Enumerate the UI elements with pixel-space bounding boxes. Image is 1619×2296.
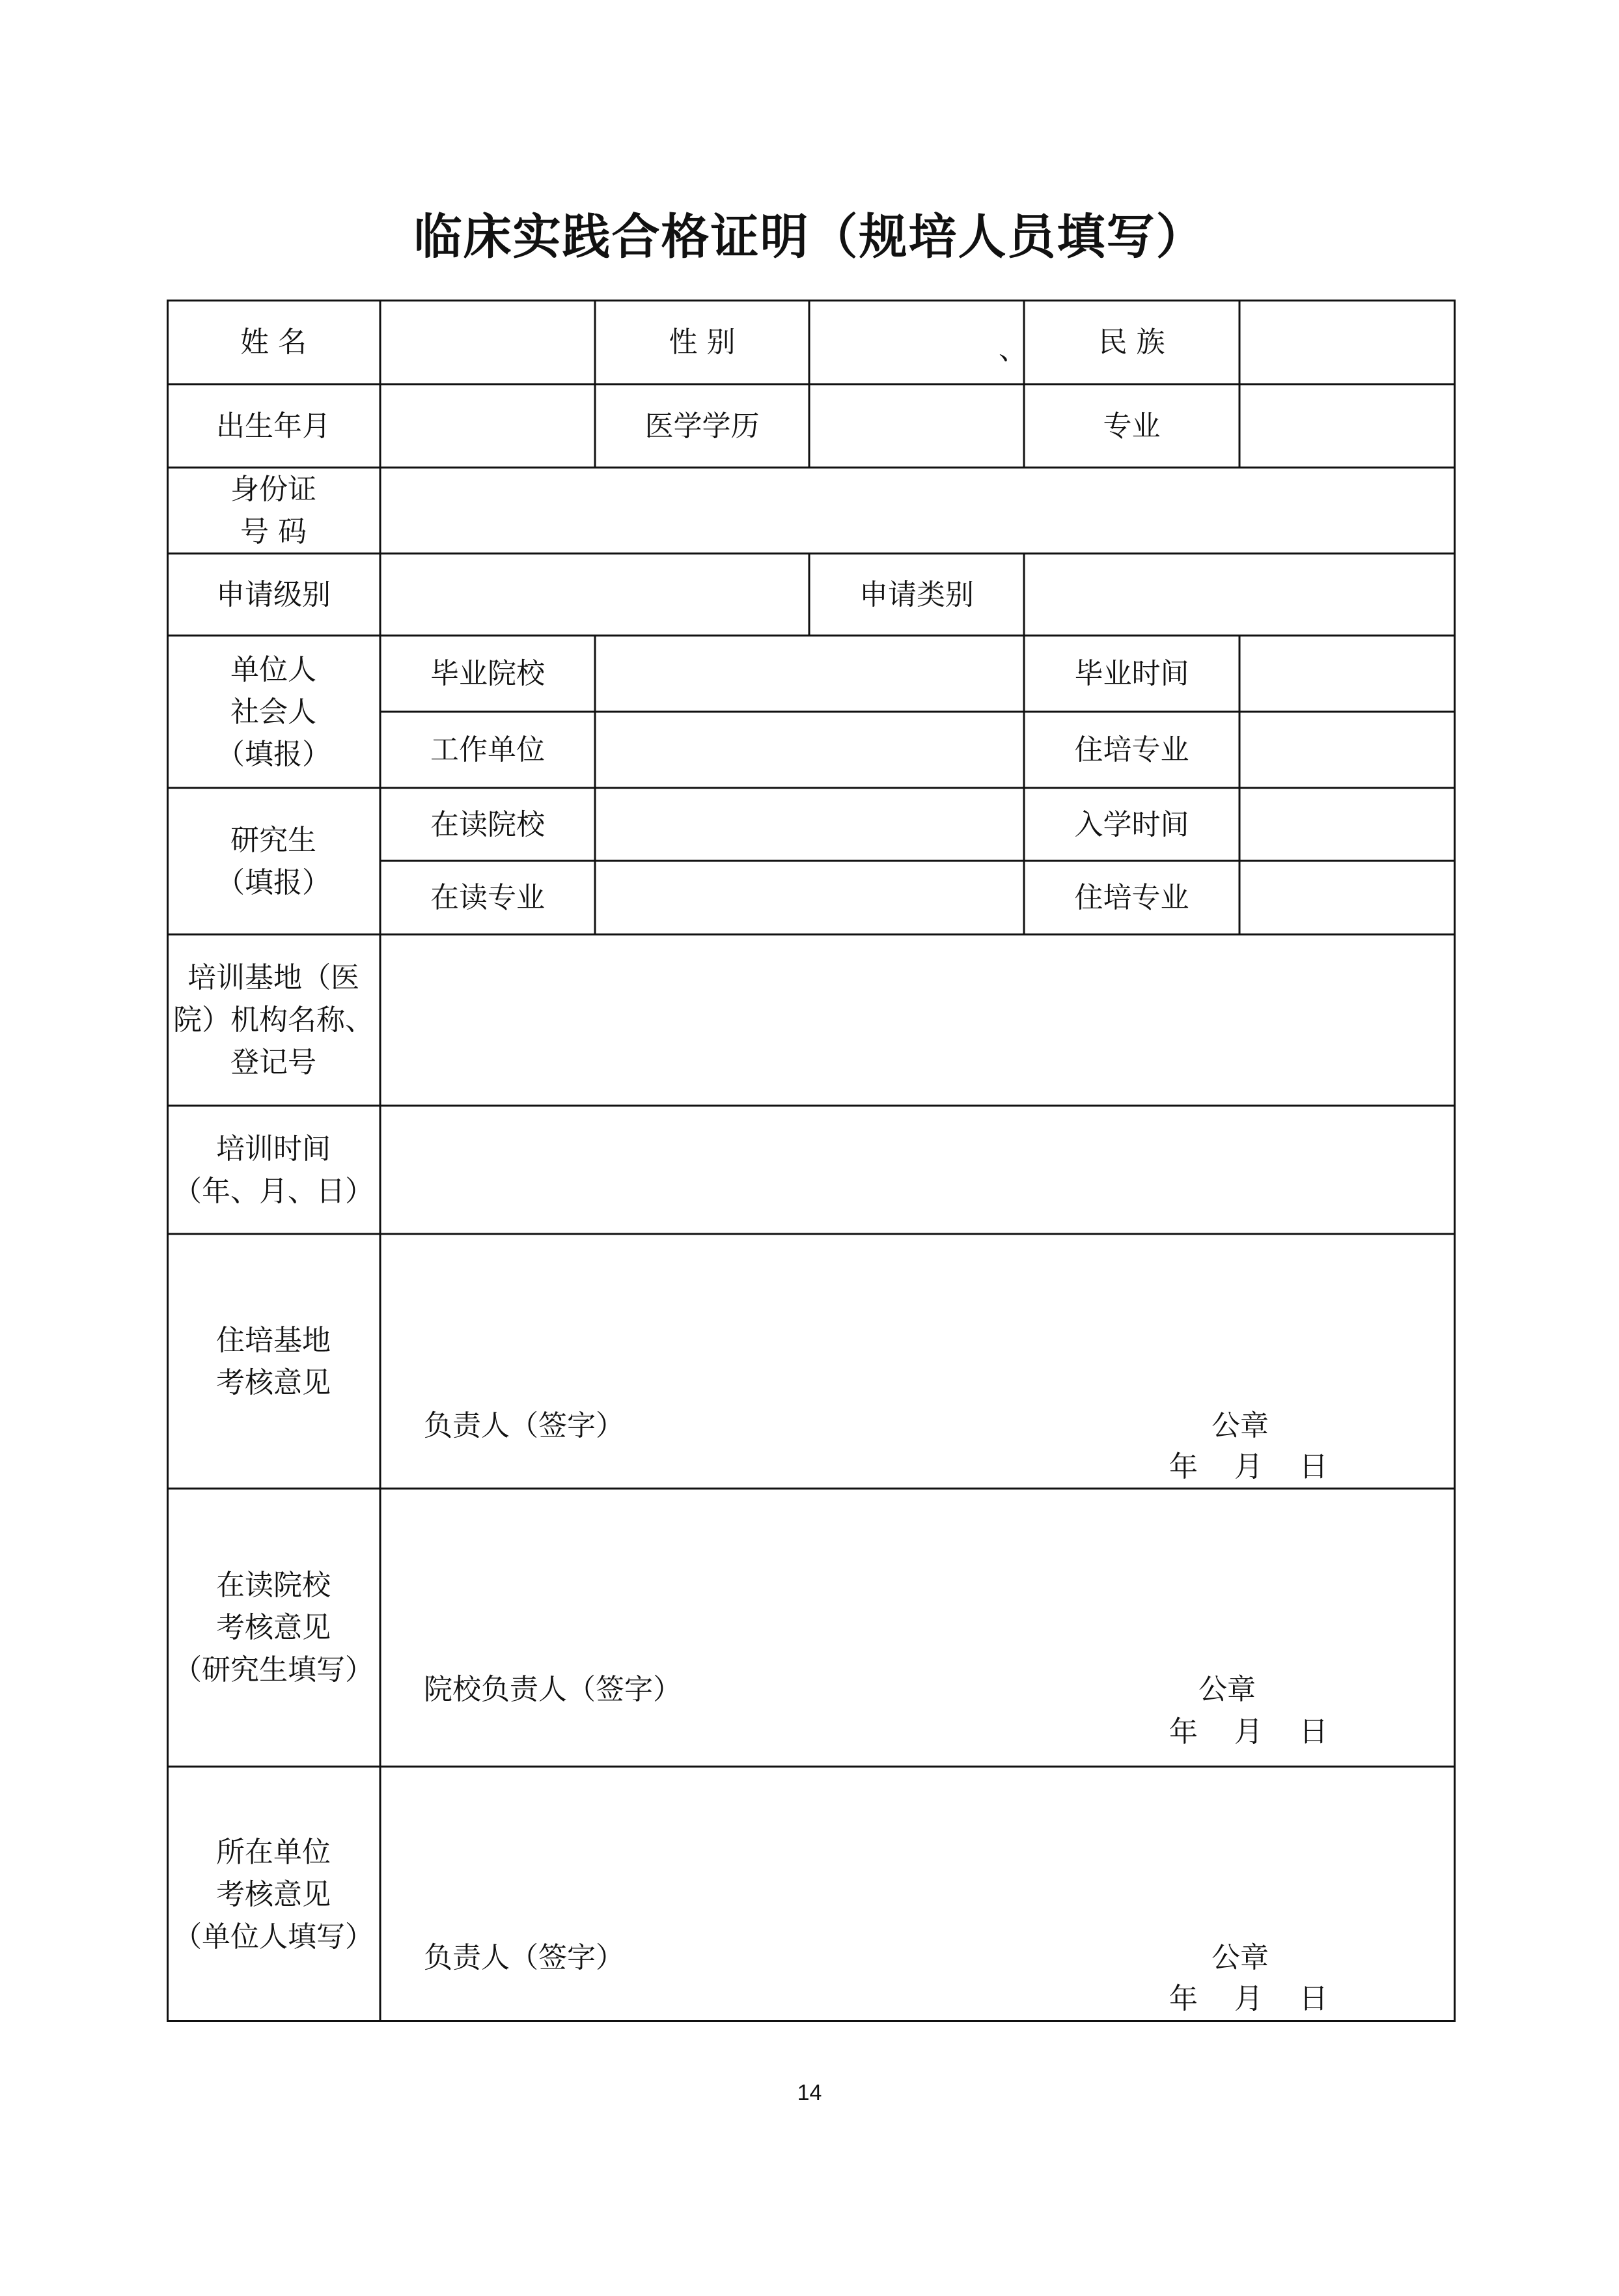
label-apply-level: 申请级别 bbox=[216, 578, 331, 611]
school-date: 年 月 日 bbox=[1169, 1715, 1328, 1748]
label-base-review: 住培基地 考核意见 bbox=[216, 1323, 331, 1399]
label-id-number: 身份证 号 码 bbox=[230, 473, 316, 548]
field-apply-category[interactable] bbox=[1024, 553, 1456, 636]
unit-stamp: 公章 bbox=[1211, 1941, 1269, 1974]
label-apply-category: 申请类别 bbox=[859, 578, 974, 611]
field-education[interactable] bbox=[809, 384, 1024, 468]
field-training-base[interactable] bbox=[380, 934, 1456, 1106]
label-major: 专业 bbox=[1103, 409, 1161, 443]
label-work-unit: 工作单位 bbox=[430, 733, 545, 766]
field-name[interactable] bbox=[380, 300, 595, 384]
school-stamp: 公章 bbox=[1198, 1673, 1256, 1706]
field-ethnicity[interactable] bbox=[1239, 300, 1456, 384]
label-birth: 出生年月 bbox=[216, 409, 331, 443]
label-education: 医学学历 bbox=[644, 409, 760, 443]
unit-date: 年 月 日 bbox=[1169, 1982, 1328, 2015]
label-grad-time: 毕业时间 bbox=[1074, 657, 1189, 690]
base-date: 年 月 日 bbox=[1169, 1450, 1328, 1483]
label-resident-major-1: 住培专业 bbox=[1074, 733, 1189, 766]
page-number: 14 bbox=[797, 2080, 822, 2105]
field-gender[interactable] bbox=[809, 300, 1024, 384]
label-unit-person: 单位人 社会人 （填报） bbox=[216, 652, 331, 771]
field-current-school[interactable] bbox=[595, 788, 1024, 861]
field-enroll-time[interactable] bbox=[1239, 788, 1456, 861]
school-signer: 院校负责人（签字） bbox=[424, 1673, 682, 1706]
page-title: 临床实践合格证明（规培人员填写） bbox=[413, 209, 1206, 265]
field-resident-major-2[interactable] bbox=[1239, 861, 1456, 934]
label-training-time: 培训时间 （年、月、日） bbox=[173, 1132, 374, 1208]
label-gender: 性 别 bbox=[669, 325, 736, 359]
label-grad-school: 毕业院校 bbox=[430, 657, 545, 690]
label-current-major: 在读专业 bbox=[430, 881, 545, 914]
label-current-school: 在读院校 bbox=[430, 807, 545, 841]
label-resident-major-2: 住培专业 bbox=[1074, 881, 1189, 914]
field-work-unit[interactable] bbox=[595, 712, 1024, 788]
field-birth[interactable] bbox=[380, 384, 595, 468]
field-apply-level[interactable] bbox=[380, 553, 809, 636]
label-school-review: 在读院校 考核意见 （研究生填写） bbox=[173, 1569, 374, 1687]
field-training-time[interactable] bbox=[380, 1106, 1456, 1234]
label-ethnicity: 民 族 bbox=[1098, 325, 1165, 359]
base-stamp: 公章 bbox=[1211, 1409, 1269, 1442]
label-grad-student: 研究生 （填报） bbox=[216, 823, 331, 899]
field-current-major[interactable] bbox=[595, 861, 1024, 934]
stray-mark: 、 bbox=[999, 333, 1027, 366]
label-enroll-time: 入学时间 bbox=[1074, 807, 1189, 841]
unit-signer: 负责人（签字） bbox=[424, 1941, 624, 1974]
field-grad-school[interactable] bbox=[595, 636, 1024, 712]
field-major[interactable] bbox=[1239, 384, 1456, 468]
field-grad-time[interactable] bbox=[1239, 636, 1456, 712]
label-name: 姓 名 bbox=[240, 325, 307, 359]
label-training-base: 培训基地（医 院）机构名称、 登记号 bbox=[173, 961, 374, 1079]
field-id-number[interactable] bbox=[380, 468, 1456, 553]
base-signer: 负责人（签字） bbox=[424, 1409, 624, 1442]
field-resident-major-1[interactable] bbox=[1239, 712, 1456, 788]
certificate-form bbox=[167, 300, 1456, 2022]
label-unit-review: 所在单位 考核意见 （单位人填写） bbox=[173, 1835, 374, 1953]
